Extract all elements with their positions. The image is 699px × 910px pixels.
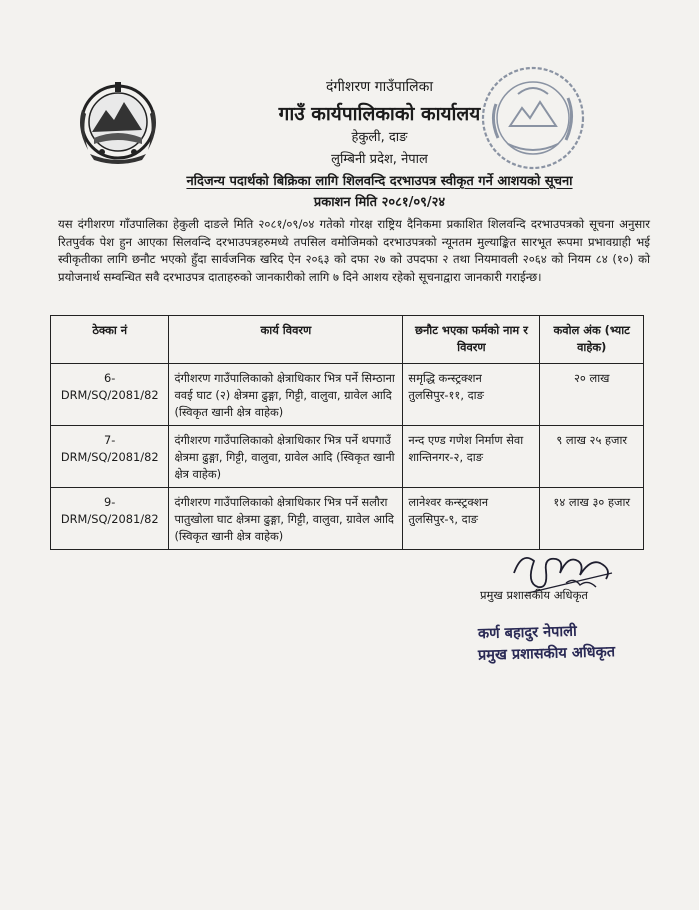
notice-title: नदिजन्य पदार्थको बिक्रिका लागि शिलवन्दि दरभाउपत्र स्वीकृत गर्ने आशयको सूचना: [186, 174, 573, 189]
contract-no-cell: 7-DRM/SQ/2081/82: [51, 426, 169, 488]
firm-cell: समृद्धि कन्स्ट्रक्शन तुलसिपुर-११, दाङ: [403, 364, 540, 426]
header-contract-no: ठेक्का नं: [51, 316, 169, 364]
header-amount: कवोल अंक (भ्याट वाहेक): [540, 316, 644, 364]
office-name: दंगीशरण गाउँपालिका: [325, 79, 433, 95]
firm-cell: लानेश्वर कन्स्ट्रक्शन तुलसिपुर-९, दाङ: [403, 488, 540, 550]
firm-cell: नन्द एण्ड गणेश निर्माण सेवा शान्तिनगर-२, दाङ: [403, 426, 540, 488]
contract-no-cell: 6-DRM/SQ/2081/82: [51, 364, 169, 426]
amount-cell: ९ लाख २५ हजार: [540, 426, 644, 488]
office-province: लुम्बिनी प्रदेश, नेपाल: [331, 152, 428, 167]
table-header-row: [51, 316, 644, 364]
header-description: कार्य विवरण: [169, 316, 403, 364]
table-row: [51, 488, 644, 550]
contracts-table: [50, 315, 644, 550]
office-location: हेकुली, दाङ: [351, 130, 408, 145]
description-cell: दंगीशरण गाउँपालिकाको क्षेत्राधिकार भित्र पर्ने थपगाउँ क्षेत्रमा ढुङ्गा, गिट्टी, वालुवा, ग्रावेल आदि (स्विकृत खानी क्षेत्र वाहेक): [169, 426, 403, 488]
publish-date: प्रकाशन मिति २०८१/०९/२४: [313, 195, 446, 210]
stamp-officer-name: कर्ण बहादुर नेपाली: [477, 623, 577, 643]
signature-caption: प्रमुख प्रशासकीय अधिकृत: [480, 588, 588, 602]
stamp-officer-title: प्रमुख प्रशासकीय अधिकृत: [477, 644, 616, 664]
table-row: [51, 426, 644, 488]
table-row: [51, 364, 644, 426]
amount-cell: १४ लाख ३० हजार: [540, 488, 644, 550]
page-title: गाउँ कार्यपालिकाको कार्यालय: [278, 103, 481, 125]
header-firm: छनौट भएका फर्मको नाम र विवरण: [403, 316, 540, 364]
contract-no-cell: 9-DRM/SQ/2081/82: [51, 488, 169, 550]
amount-cell: २० लाख: [540, 364, 644, 426]
description-cell: दंगीशरण गाउँपालिकाको क्षेत्राधिकार भित्र पर्ने सिम्ठाना ववई घाट (२) क्षेत्रमा ढुङ्गा, गिट्टी, वालुवा, ग्रावेल आदि (स्विकृत खानी क्षेत्र वाहेक): [169, 364, 403, 426]
description-cell: दंगीशरण गाउँपालिकाको क्षेत्राधिकार भित्र पर्ने सलौरा पातुखोला घाट क्षेत्रमा ढुङ्गा, गिट्टी, वालुवा, ग्रावेल आदि (स्विकृत खानी क्षेत्र वाहेक): [169, 488, 403, 550]
notice-body: यस दंगीशरण गाँउपालिका हेकुली दाङले मिति २०८१/०९/०४ गतेको गोरक्ष राष्ट्रिय दैनिकमा प्रकाशित शिलवन्दि दरभाउपत्रको सूचना अनुसार रितपुर्वक पेश हुन आएका सिलवन्दि दरभाउपत्रहरुमध्ये तपसिल वमोजिमको दरभाउपत्रको न्यूनतम मुल्याङ्कित सारभूत रूपमा प्रभावग्राही भई स्वीकृतीका लागि छनौट भएको हुँदा सार्वजनिक खरिद ऐन २०६३ को दफा २७ को उपदफा २ तथा नियमावली २०६४ को नियम ८४ (१०) को प्रयोजनार्थ सम्वन्धित सवै दरभाउपत्र दाताहरुको जानकारीको लागि ७ दिने आशय रहेको सूचनाद्वारा जानकारी गराईन्छ।: [58, 217, 650, 284]
